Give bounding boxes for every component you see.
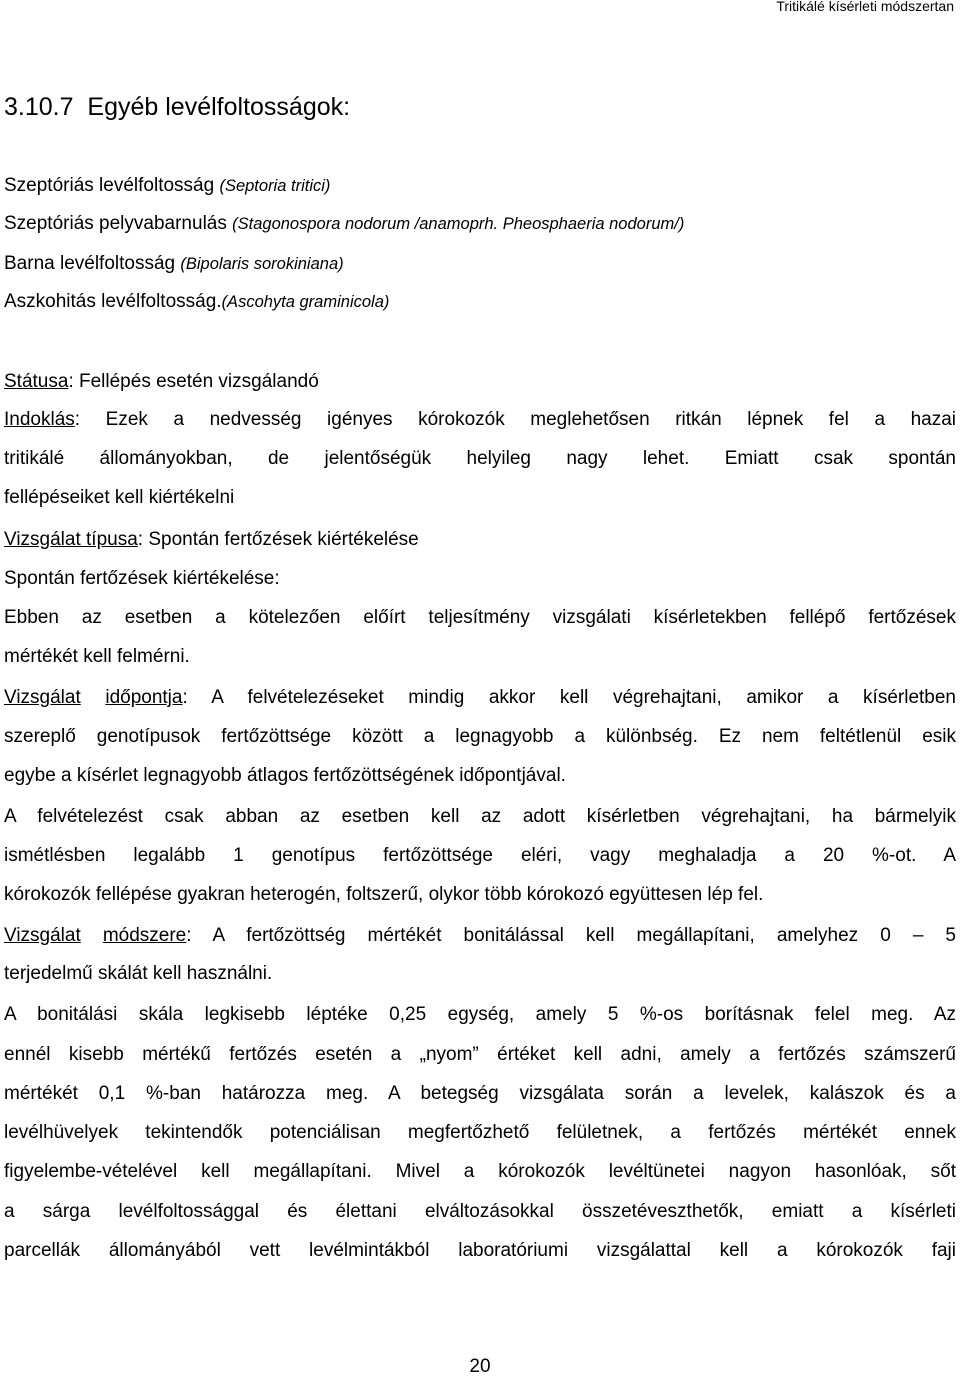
paragraph-line: levélhüvelyek tekintendők potenciálisan megfertőzhető felületnek, a fertőzés mértékét ennek — [4, 1122, 956, 1143]
separator: : — [68, 371, 79, 392]
disease-name: Szeptóriás pelyvabarnulás — [4, 213, 227, 234]
paragraph-line: A felvételezést csak abban az esetben kell az adott kísérletben végrehajtani, ha bármelyik — [4, 806, 956, 827]
paragraph-line: egybe a kísérlet legnagyobb átlagos fertőzöttségének időpontjával. — [4, 765, 566, 786]
exam-time-text: A felvételezéseket mindig akkor kell végrehajtani, amikor a kísérletben — [211, 687, 956, 708]
paragraph-line: Ebben az esetben a kötelezően előírt teljesítmény vizsgálati kísérletekben fellépő fertőzések — [4, 607, 956, 628]
paragraph-line: ennél kisebb mértékű fertőzés esetén a „nyom” értéket kell adni, amely a fertőzés számszerű — [4, 1044, 956, 1065]
exam-method-label: Vizsgálat — [4, 925, 81, 946]
exam-method-line — [4, 924, 956, 948]
exam-time-line — [4, 686, 956, 710]
disease-item — [4, 290, 389, 314]
page-number: 20 — [469, 1356, 491, 1377]
paragraph-line: terjedelmű skálát kell használni. — [4, 963, 273, 984]
running-header: Tritikálé kísérleti módszertan — [776, 0, 954, 14]
paragraph-line: parcellák állományából vett levélmintákból laboratóriumi vizsgálattal kell a kórokozók faji — [4, 1240, 956, 1261]
paragraph-line: A bonitálási skála legkisebb léptéke 0,25 egység, amely 5 %-os borításnak felel meg. Az — [4, 1004, 956, 1025]
exam-time-label: Vizsgálat — [4, 687, 81, 708]
disease-latin-name: (Ascohyta graminicola) — [221, 293, 390, 311]
disease-latin-name: (Stagonospora nodorum /anamoprh. Pheosphaeria nodorum/) — [232, 215, 685, 233]
exam-method-label: módszere — [102, 925, 187, 946]
justification-text: Ezek a nedvesség igényes kórokozók meglehetősen ritkán lépnek fel a hazai — [105, 409, 956, 430]
section-heading — [4, 92, 350, 122]
separator: : — [186, 925, 213, 946]
paragraph-line: mértékét 0,1 %-ban határozza meg. A betegség vizsgálata során a levelek, kalászok és a — [4, 1083, 956, 1104]
paragraph-line: kórokozók fellépése gyakran heterogén, foltszerű, olykor több kórokozó együttesen lép fel. — [4, 884, 764, 905]
exam-time-label: időpontja — [105, 687, 183, 708]
disease-name: Szeptóriás levélfoltosság — [4, 175, 215, 196]
section-number: 3.10.7 — [4, 93, 74, 121]
disease-name: Aszkohitás levélfoltosság. — [4, 291, 222, 312]
status-line — [4, 370, 319, 394]
separator: : — [137, 529, 149, 550]
exam-type-text: Spontán fertőzések kiértékelése — [148, 529, 419, 550]
paragraph-line: szereplő genotípusok fertőzöttsége között a legnagyobb a különbség. Ez nem feltétlenül esik — [4, 726, 956, 747]
disease-latin-name: (Bipolaris sorokiniana) — [180, 255, 344, 273]
disease-name: Barna levélfoltosság — [4, 253, 176, 274]
section-title: Egyéb levélfoltosságok: — [87, 93, 351, 121]
exam-method-text: A fertőzöttség mértékét bonitálással kell megállapítani, amelyhez 0 – 5 — [212, 925, 957, 946]
paragraph-line: ismétlésben legalább 1 genotípus fertőzöttsége eléri, vagy meghaladja a 20 %-ot. A — [4, 845, 956, 866]
separator: : — [182, 687, 212, 708]
paragraph-line: tritikálé állományokban, de jelentőségük helyileg nagy lehet. Emiatt csak spontán — [4, 448, 956, 469]
disease-item — [4, 174, 330, 198]
disease-item — [4, 212, 684, 236]
justification-line — [4, 408, 956, 432]
paragraph-line: mértékét kell felmérni. — [4, 646, 190, 667]
status-label: Státusa — [4, 371, 69, 392]
exam-type-label: Vizsgálat típusa — [4, 529, 138, 550]
subheading: Spontán fertőzések kiértékelése: — [4, 568, 280, 589]
separator: : — [74, 409, 106, 430]
paragraph-line: a sárga levélfoltossággal és élettani elváltozásokkal összetéveszthetők, emiatt a kísérleti — [4, 1201, 956, 1222]
disease-latin-name: (Septoria tritici) — [219, 177, 331, 195]
paragraph-line: figyelembe-vételével kell megállapítani. Mivel a kórokozók levéltünetei nagyon hasonlóak, sőt — [4, 1161, 956, 1182]
exam-type-line — [4, 528, 419, 552]
disease-item — [4, 252, 344, 276]
paragraph-line: fellépéseiket kell kiértékelni — [4, 487, 235, 508]
status-text: Fellépés esetén vizsgálandó — [79, 371, 319, 392]
justification-label: Indoklás — [4, 409, 75, 430]
